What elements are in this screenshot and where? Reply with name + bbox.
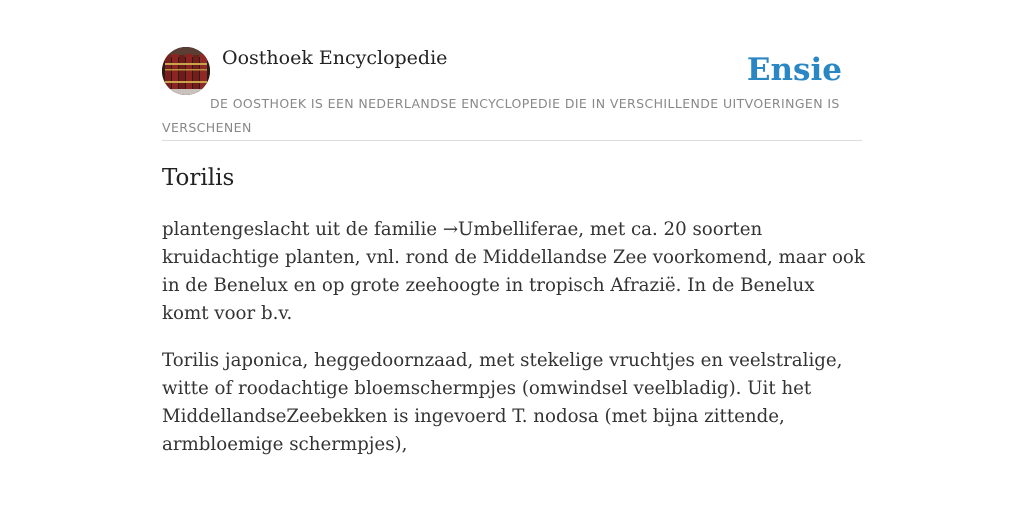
article-title: Torilis xyxy=(162,165,235,191)
brand-logo[interactable]: Ensie xyxy=(746,52,842,88)
article-paragraph: plantengeslacht uit de familie →Umbelliferae, met ca. 20 soorten kruidachtige planten, vnl. rond de Middellandse Zee voorkomend, maar ook in de Benelux en op grote zeehoogte in tropisch Afrazië. In de Benelux komt voor b.v. xyxy=(162,219,865,324)
source-title[interactable]: Oosthoek Encyclopedie xyxy=(222,47,448,69)
article-body xyxy=(162,216,866,478)
article-paragraph: Torilis japonica, heggedoornzaad, met stekelige vruchtjes en veelstralige, witte of roodachtige bloemschermpjes (omwindsel veelbladig). Uit het MiddellandseZeebekken is ingevoerd T. nodosa (met bijna zittende, armbloemige schermpjes), xyxy=(162,350,843,455)
encyclopedia-books-icon[interactable] xyxy=(162,47,210,95)
source-description: DE OOSTHOEK IS EEN NEDERLANDSE ENCYCLOPEDIE DIE IN VERSCHILLENDE UITVOERINGEN IS VERSCHENEN xyxy=(162,96,840,135)
source-header xyxy=(162,46,862,141)
